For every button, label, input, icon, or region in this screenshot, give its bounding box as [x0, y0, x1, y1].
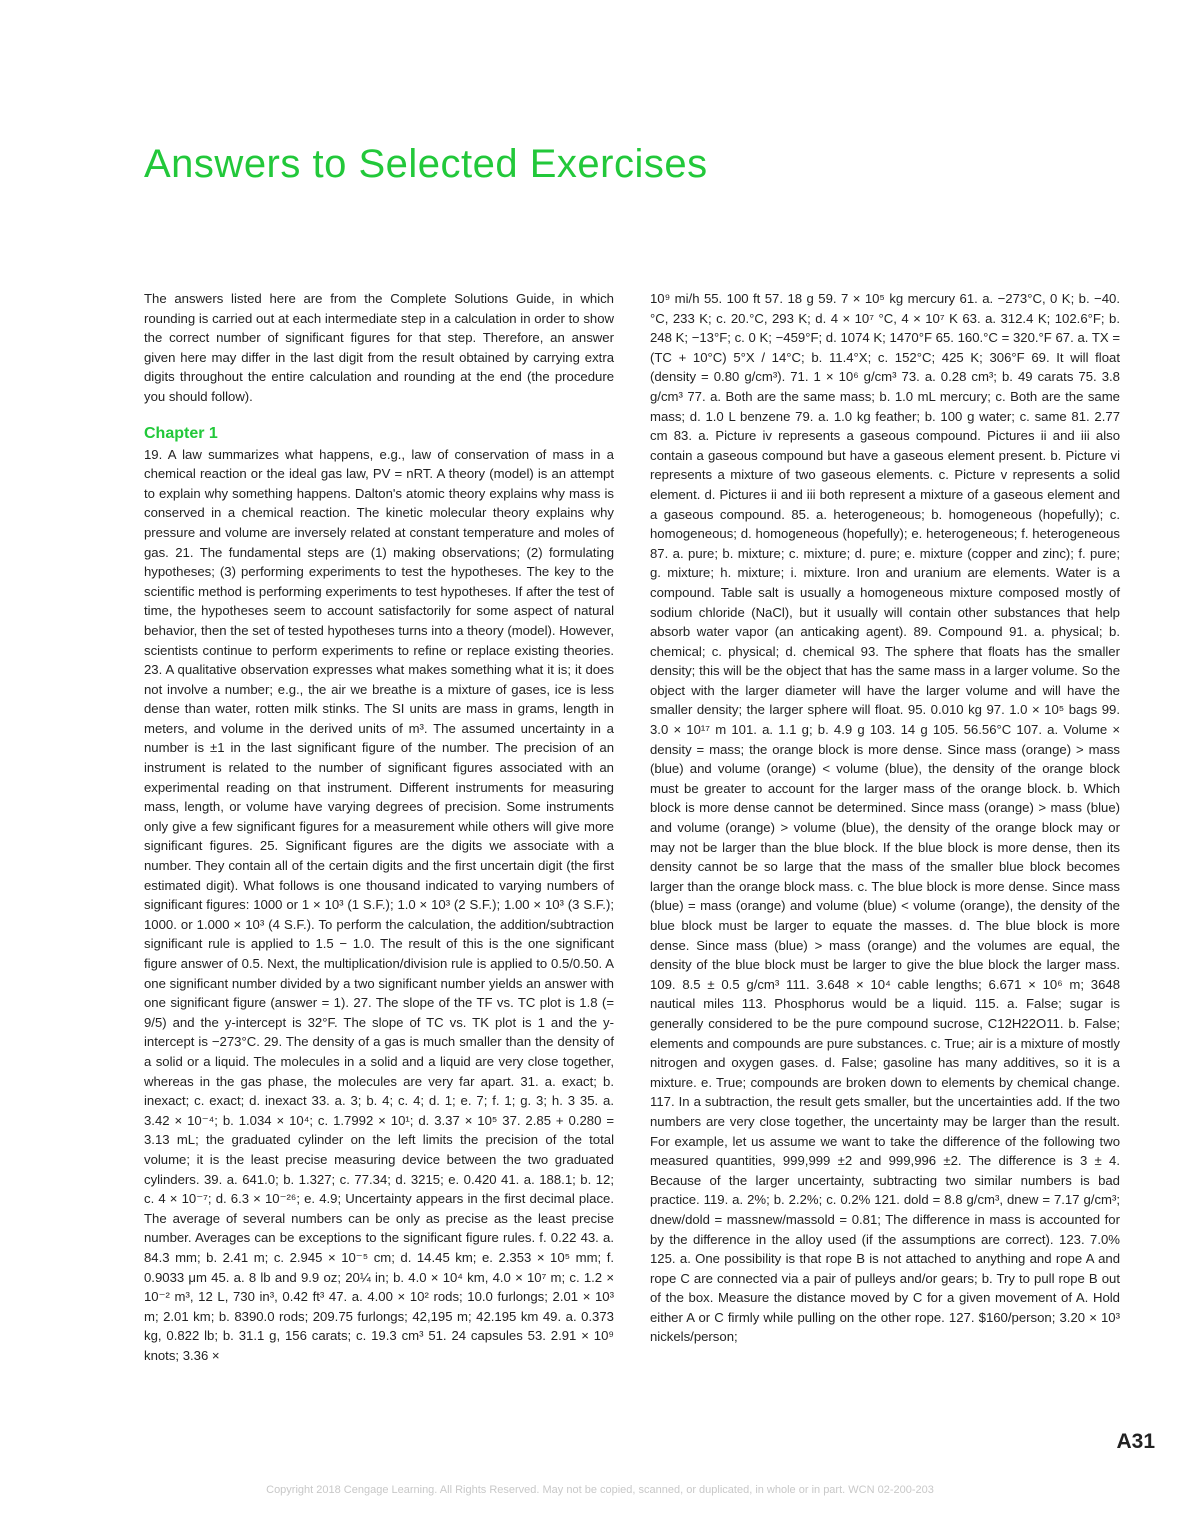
answers-continued-text: 10⁹ mi/h 55. 100 ft 57. 18 g 59. 7 × 10⁵ kg mercury 61. a. −273°C, 0 K; b. −40.°C, 233 K; c. 20.°C, 293 K; d. 4 × 10⁷ °C, 4 × 10⁷ K 63. a. 312.4 K; 102.6°F; b. 248 K; −13°F; c. 0 K; −459°F; d. 1074 K; 1470°F 65. 160.°C = 320.°F 67. a. TX = (TC + 10°C) 5°X / 14°C; b. 11.4°X; c. 152°C; 425 K; 306°F 69. It will float (density = 0.80 g/cm³). 71. 1 × 10⁶ g/cm³ 73. a. 0.28 cm³; b. 49 carats 75. 3.8 g/cm³ 77. a. Both are the same mass; b. 1.0 mL mercury; c. Both are the same mass; d. 1.0 L benzene 79. a. 1.0 kg feather; b. 100 g water; c. same 81. 2.77 cm 83. a. Picture iv represents a gaseous compound. Pictures ii and iii also contain a gaseous compound but have a gaseous element present. b. Picture vi represents a mixture of two gaseous elements. c. Picture v represents a solid element. d. Pictures ii and iii both represent a mixture of a gaseous element and a gaseous compound. 85. a. heterogeneous; b. homogeneous (hopefully); c. homogeneous; d. homogeneous (hopefully); e. heterogeneous; f. heterogeneous 87. a. pure; b. mixture; c. mixture; d. pure; e. mixture (copper and zinc); f. pure; g. mixture; h. mixture; i. mixture. Iron and uranium are elements. Water is a compound. Table salt is usually a homogeneous mixture composed mostly of sodium chloride (NaCl), but it usually will contain other substances that help absorb water vapor (an anticaking agent). 89. Compound 91. a. physical; b. chemical; c. physical; d. chemical 93. The sphere that floats has the smaller density; this will be the object that has the same mass in a larger volume. So the object with the larger diameter will have the larger volume and will have the smaller density; the larger sphere will float. 95. 0.010 kg 97. 1.0 × 10⁵ bags 99. 3.0 × 10¹⁷ m 101. a. 1.1 g; b. 4.9 g 103. 14 g 105. 56.56°C 107. a. Volume × density = mass; the orange block is more dense. Since mass (orange) > mass (blue) and volume (orange) < volume (blue), the density of the orange block must be greater to account for the larger mass of the orange block. b. Which block is more dense cannot be determined. Since mass (orange) > mass (blue) and volume (orange) > volume (blue), the density of the orange block may or may not be larger than the blue block. If the blue block is more dense, then its density cannot be so large that the mass of the smaller blue block becomes larger than the orange block mass. c. The blue block is more dense. Since mass (blue) = mass (orange) and volume (blue) < volume (orange), the density of the blue block must be larger to equate the masses. d. The blue block is more dense. Since mass (blue) > mass (orange) and the volumes are equal, the density of the blue block must be larger to give the blue block the larger mass. 109. 8.5 ± 0.5 g/cm³ 111. 3.648 × 10⁴ cable lengths; 6.671 × 10⁶ m; 3648 nautical miles 113. Phosphorus would be a liquid. 115. a. False; sugar is generally considered to be the pure compound sucrose, C12H22O11. b. False; elements and compounds are pure substances. c. True; air is a mixture of mostly nitrogen and oxygen gases. d. False; gasoline has many additives, so it is a mixture. e. True; compounds are broken down to elements by chemical change. 117. In a subtraction, the result gets smaller, but the uncertainties add. If the two numbers are very close together, the uncertainty may be larger than the result. For example, let us assume we want to take the difference of the following two measured quantities, 999,999 ±2 and 999,996 ±2. The difference is 3 ± 4. Because of the larger uncertainty, subtracting two similar numbers is bad practice. 119. a. 2%; b. 2.2%; c. 0.2% 121. dold = 8.8 g/cm³, dnew = 7.17 g/cm³; dnew/dold = massnew/massold = 0.81; The difference in mass is accounted for by the difference in the alloy used (if the assumptions are correct). 123. 7.0% 125. a. One possibility is that rope B is not attached to anything and rope A and rope C are connected via a pair of pulleys and/or gears; b. Try to pull rope B out of the box. Measure the distance moved by C for a given movement of A. Hold either A or C firmly while pulling on the other rope. 127. $160/person; 3.20 × 10³ nickels/person; [650, 291, 1120, 1345]
page-number: A31 [1116, 1430, 1155, 1453]
right-column [650, 289, 1120, 1347]
chapter-answers-text: 19. A law summarizes what happens, e.g., law of conservation of mass in a chemical reaction or the ideal gas law, PV = nRT. A theory (model) is an attempt to explain why something happens. Dalton's atomic theory explains why mass is conserved in a chemical reaction. The kinetic molecular theory explains why pressure and volume are inversely related at constant temperature and moles of gas. 21. The fundamental steps are (1) making observations; (2) formulating hypotheses; (3) performing experiments to test the hypotheses. The key to the scientific method is performing experiments to test hypotheses. If after the test of time, the hypotheses seem to account satisfactorily for some aspect of natural behavior, then the set of tested hypotheses turns into a theory (model). However, scientists continue to perform experiments to refine or replace existing theories. 23. A qualitative observation expresses what makes something what it is; it does not involve a number; e.g., the air we breathe is a mixture of gases, ice is less dense than water, rotten milk stinks. The SI units are mass in grams, length in meters, and volume in the derived units of m³. The assumed uncertainty in a number is ±1 in the last significant figure of the number. The precision of an instrument is related to the number of significant figures associated with an experimental reading on that instrument. Different instruments for measuring mass, length, or volume have varying degrees of precision. Some instruments only give a few significant figures for a measurement while others will give more significant figures. 25. Significant figures are the digits we associate with a number. They contain all of the certain digits and the first uncertain digit (the first estimated digit). What follows is one thousand indicated to varying numbers of significant figures: 1000 or 1 × 10³ (1 S.F.); 1.0 × 10³ (2 S.F.); 1.00 × 10³ (3 S.F.); 1000. or 1.000 × 10³ (4 S.F.). To perform the calculation, the addition/subtraction significant rule is applied to 1.5 − 1.0. The result of this is the one significant figure answer of 0.5. Next, the multiplication/division rule is applied to 0.5/0.50. A one significant number divided by a two significant number yields an answer with one significant figure (answer = 1). 27. The slope of the TF vs. TC plot is 1.8 (= 9/5) and the y-intercept is 32°F. The slope of TC vs. TK plot is 1 and the y-intercept is −273°C. 29. The density of a gas is much smaller than the density of a solid or a liquid. The molecules in a solid and a liquid are very close together, whereas in the gas phase, the molecules are very far apart. 31. a. exact; b. inexact; c. exact; d. inexact 33. a. 3; b. 4; c. 4; d. 1; e. 7; f. 1; g. 3; h. 3 35. a. 3.42 × 10⁻⁴; b. 1.034 × 10⁴; c. 1.7992 × 10¹; d. 3.37 × 10⁵ 37. 2.85 + 0.280 = 3.13 mL; the graduated cylinder on the left limits the precision of the total volume; it is the least precise measuring device between the two graduated cylinders. 39. a. 641.0; b. 1.327; c. 77.34; d. 3215; e. 0.420 41. a. 188.1; b. 12; c. 4 × 10⁻⁷; d. 6.3 × 10⁻²⁶; e. 4.9; Uncertainty appears in the first decimal place. The average of several numbers can be only as precise as the least precise number. Averages can be exceptions to the significant figure rules. f. 0.22 43. a. 84.3 mm; b. 2.41 m; c. 2.945 × 10⁻⁵ cm; d. 14.45 km; e. 2.353 × 10⁵ mm; f. 0.9033 μm 45. a. 8 lb and 9.9 oz; 20¼ in; b. 4.0 × 10⁴ km, 4.0 × 10⁷ m; c. 1.2 × 10⁻² m³, 12 L, 730 in³, 0.42 ft³ 47. a. 4.00 × 10² rods; 10.0 furlongs; 2.01 × 10³ m; 2.01 km; b. 8390.0 rods; 209.75 furlongs; 42,195 m; 42.195 km 49. a. 0.373 kg, 0.822 lb; b. 31.1 g, 156 carats; c. 19.3 cm³ 51. 24 capsules 53. 2.91 × 10⁹ knots; 3.36 × [144, 446, 614, 1363]
intro-paragraph: The answers listed here are from the Complete Solutions Guide, in which rounding is carried out at each intermediate step in a calculation in order to show the correct number of significant figures for that step. Therefore, an answer given here may differ in the last digit from the result obtained by carrying extra digits throughout the entire calculation and rounding at the end (the procedure you should follow). [144, 291, 614, 404]
page-title: Answers to Selected Exercises [144, 142, 708, 186]
left-column [144, 289, 614, 1365]
chapter-heading: Chapter 1 [144, 424, 218, 442]
copyright-notice: Copyright 2018 Cengage Learning. All Rights Reserved. May not be copied, scanned, or duplicated, in whole or in part. WCN 02-200-203 [266, 1484, 934, 1496]
